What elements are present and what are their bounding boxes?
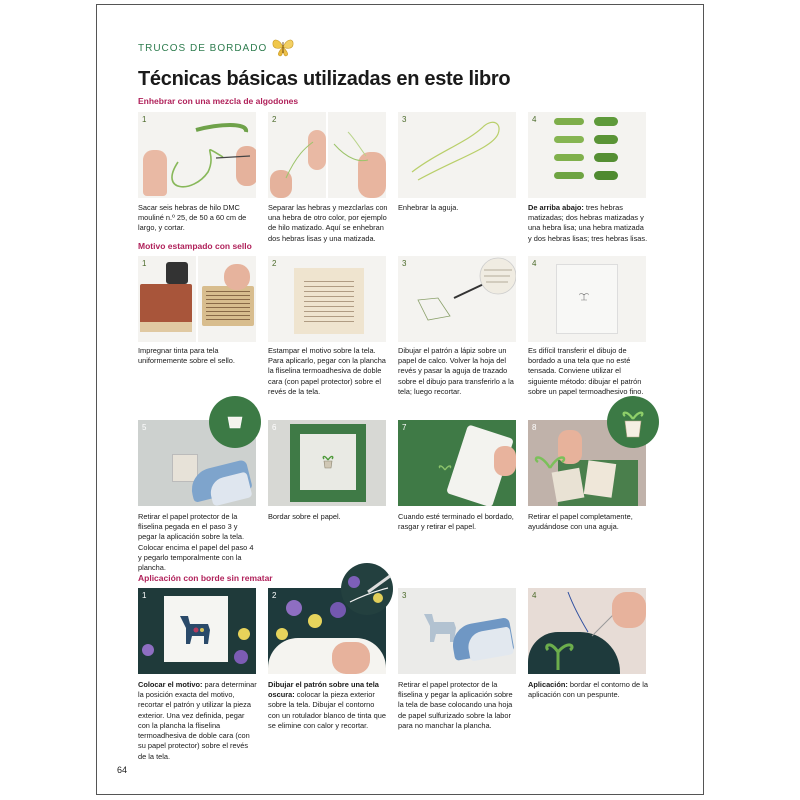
photo-step-2-separating <box>268 112 386 198</box>
step-number: 3 <box>402 259 407 268</box>
caption-applique-1: Colocar el motivo: para determinar la posición exacta del motivo, recortar el patrón y utilizar la pieza exterior. Una vez definida, pegar con la plancha la fliselina termoadhesiva de doble cara (con su papel protector) sobre el revés de la tela. <box>138 680 257 761</box>
caption-embroidery-6: Bordar sobre el papel. <box>268 512 341 521</box>
photo-trace-pattern <box>398 256 516 342</box>
caption-threading-2: Separar las hebras y mezclarlas con una hebra de otro color, por ejemplo de hilo matizado. Aquí se enhebran dos hebras lisas y una matizada. <box>268 203 388 243</box>
photo-embroider-paper <box>268 420 386 506</box>
step-number: 8 <box>532 423 537 432</box>
caption-threading-4: De arriba abajo: tres hebras matizadas; dos hebras matizadas y una hebra lisa; una hebra matizada y dos hebras lisas; tres hebras lisas. <box>528 203 648 243</box>
photo-thin-paper <box>528 256 646 342</box>
photo-step-1-threads <box>138 112 256 198</box>
step-number: 2 <box>272 591 277 600</box>
section-title-applique: Aplicación con borde sin rematar <box>138 573 273 583</box>
caption-applique-3: Retirar el papel protector de la fliselina y pegar la aplicación sobre la tela de base colocando una hoja de papel sulfurizado sobre la labor para no manchar la plancha. <box>398 680 513 730</box>
inset-magnifier-plant <box>606 395 660 449</box>
step-number: 1 <box>142 115 147 124</box>
photo-iron-base <box>398 588 516 674</box>
photo-stamp-ink <box>138 256 256 342</box>
photo-backstitch <box>528 588 646 674</box>
step-number: 6 <box>272 423 277 432</box>
step-number: 2 <box>272 259 277 268</box>
step-number: 2 <box>272 115 277 124</box>
step-number: 4 <box>532 259 537 268</box>
step-number: 1 <box>142 591 147 600</box>
photo-step-4-thread-samples <box>528 112 646 198</box>
header-label: TRUCOS DE BORDADO <box>138 43 268 54</box>
step-number: 3 <box>402 115 407 124</box>
step-number: 4 <box>532 591 537 600</box>
step-number: 5 <box>142 423 147 432</box>
step-number: 7 <box>402 423 407 432</box>
caption-stamp-4: Es difícil transferir el dibujo de bordado a una tela que no esté tensada. Conviene utilizar el siguiente método: dibujar el patrón sobre un papel termoadhesivo fino. <box>528 346 644 396</box>
caption-threading-3: Enhebrar la aguja. <box>398 203 459 212</box>
caption-stamp-3: Dibujar el patrón a lápiz sobre un papel de calco. Volver la hoja del revés y pasar la aguja de trazado sobre el dibujo para transferirlo a la tela; luego recortar. <box>398 346 514 396</box>
caption-stamp-1: Impregnar tinta para tela uniformemente sobre el sello. <box>138 346 235 366</box>
caption-applique-2: Dibujar el patrón sobre una tela oscura: colocar la pieza exterior sobre la tela. Dibujar el contorno con un rotulador blanco de tinta que se elimine con calor y recortar. <box>268 680 386 730</box>
step-number: 3 <box>402 591 407 600</box>
step-number: 1 <box>142 259 147 268</box>
caption-applique-4: Aplicación: bordar el contorno de la aplicación con un pespunte. <box>528 680 648 700</box>
step-number: 4 <box>532 115 537 124</box>
caption-embroidery-7: Cuando esté terminado el bordado, rasgar y retirar el papel. <box>398 512 514 532</box>
photo-position-motif <box>138 588 256 674</box>
section-title-threading: Enhebrar con una mezcla de algodones <box>138 96 299 106</box>
section-title-stamp: Motivo estampado con sello <box>138 241 252 251</box>
caption-stamp-2: Estampar el motivo sobre la tela. Para aplicarlo, pegar con la plancha la fliselina termoadhesiva de doble cara (con papel protector) sobre el revés de la tela. <box>268 346 386 396</box>
page-number: 64 <box>117 765 128 775</box>
photo-stamp-fabric <box>268 256 386 342</box>
page-title: Técnicas básicas utilizadas en este libro <box>138 68 511 90</box>
inset-magnifier-pen <box>340 562 394 616</box>
photo-step-3-needle <box>398 112 516 198</box>
caption-embroidery-8: Retirar el papel completamente, ayudándose con una aguja. <box>528 512 633 532</box>
caption-threading-1: Sacar seis hebras de hilo DMC mouliné n.º 25, de 50 a 60 cm de largo, y cortar. <box>138 203 247 233</box>
caption-embroidery-5: Retirar el papel protector de la fliselina pegada en el paso 3 y pegar la aplicación sobre la tela. Colocar encima el papel del paso 4 y pegarlo temporalmente con la plancha. <box>138 512 254 573</box>
photo-tear-paper <box>398 420 516 506</box>
butterfly-icon <box>271 36 295 58</box>
inset-magnifier-pot <box>208 395 262 449</box>
